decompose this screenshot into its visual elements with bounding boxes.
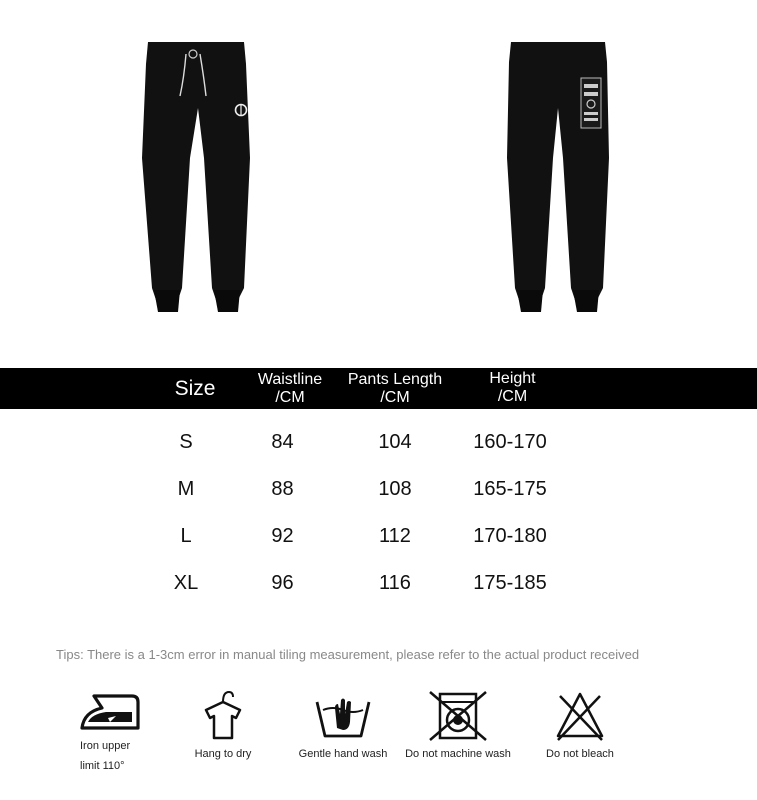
size-cell: S [179,431,193,453]
waist-cell: 92 [271,525,294,547]
table-row [0,469,757,509]
table-row [0,516,757,556]
pants-back-icon [505,38,611,318]
waist-cell: 96 [271,572,294,594]
measurement-tips: Tips: There is a 1-3cm error in manual tiling measurement, please refer to the actual product received [56,647,640,662]
length-cell: 104 [378,431,412,453]
size-table-header [0,368,757,409]
product-images [0,0,757,360]
care-label: Hang to dry [194,748,252,760]
care-label: Iron upper [80,740,131,752]
care-label: Do not machine wash [405,748,511,760]
table-row [0,563,757,603]
height-cell: 165-175 [473,478,547,500]
pants-front-icon [140,38,256,318]
height-cell: 160-170 [473,431,547,453]
care-iron [80,688,146,776]
waist-cell: 88 [271,478,294,500]
iron-icon [80,688,140,736]
waist-cell: 84 [271,431,294,453]
care-hand-wash [292,688,394,764]
care-hang-dry [188,688,258,764]
care-label: limit 110° [80,760,125,772]
care-no-machine-wash [398,688,518,764]
no-machine-wash-icon [426,688,490,744]
care-label: Do not bleach [546,748,614,760]
length-cell: 116 [379,572,411,594]
size-cell: L [180,525,192,547]
care-no-bleach [538,688,622,764]
size-cell: M [177,478,195,500]
table-row [0,422,757,462]
header-pants-length: Pants Length /CM [347,371,443,406]
no-bleach-icon [552,688,608,744]
length-cell: 112 [379,525,411,547]
height-cell: 175-185 [473,572,547,594]
header-size: Size [174,377,216,400]
height-cell: 170-180 [473,525,547,547]
header-waistline: Waistline /CM [257,371,323,406]
care-label: Gentle hand wash [298,748,388,760]
length-cell: 108 [378,478,412,500]
size-cell: XL [173,572,199,594]
hand-wash-icon [313,688,373,744]
hang-dry-icon [200,688,246,744]
header-height: Height /CM [489,370,536,405]
